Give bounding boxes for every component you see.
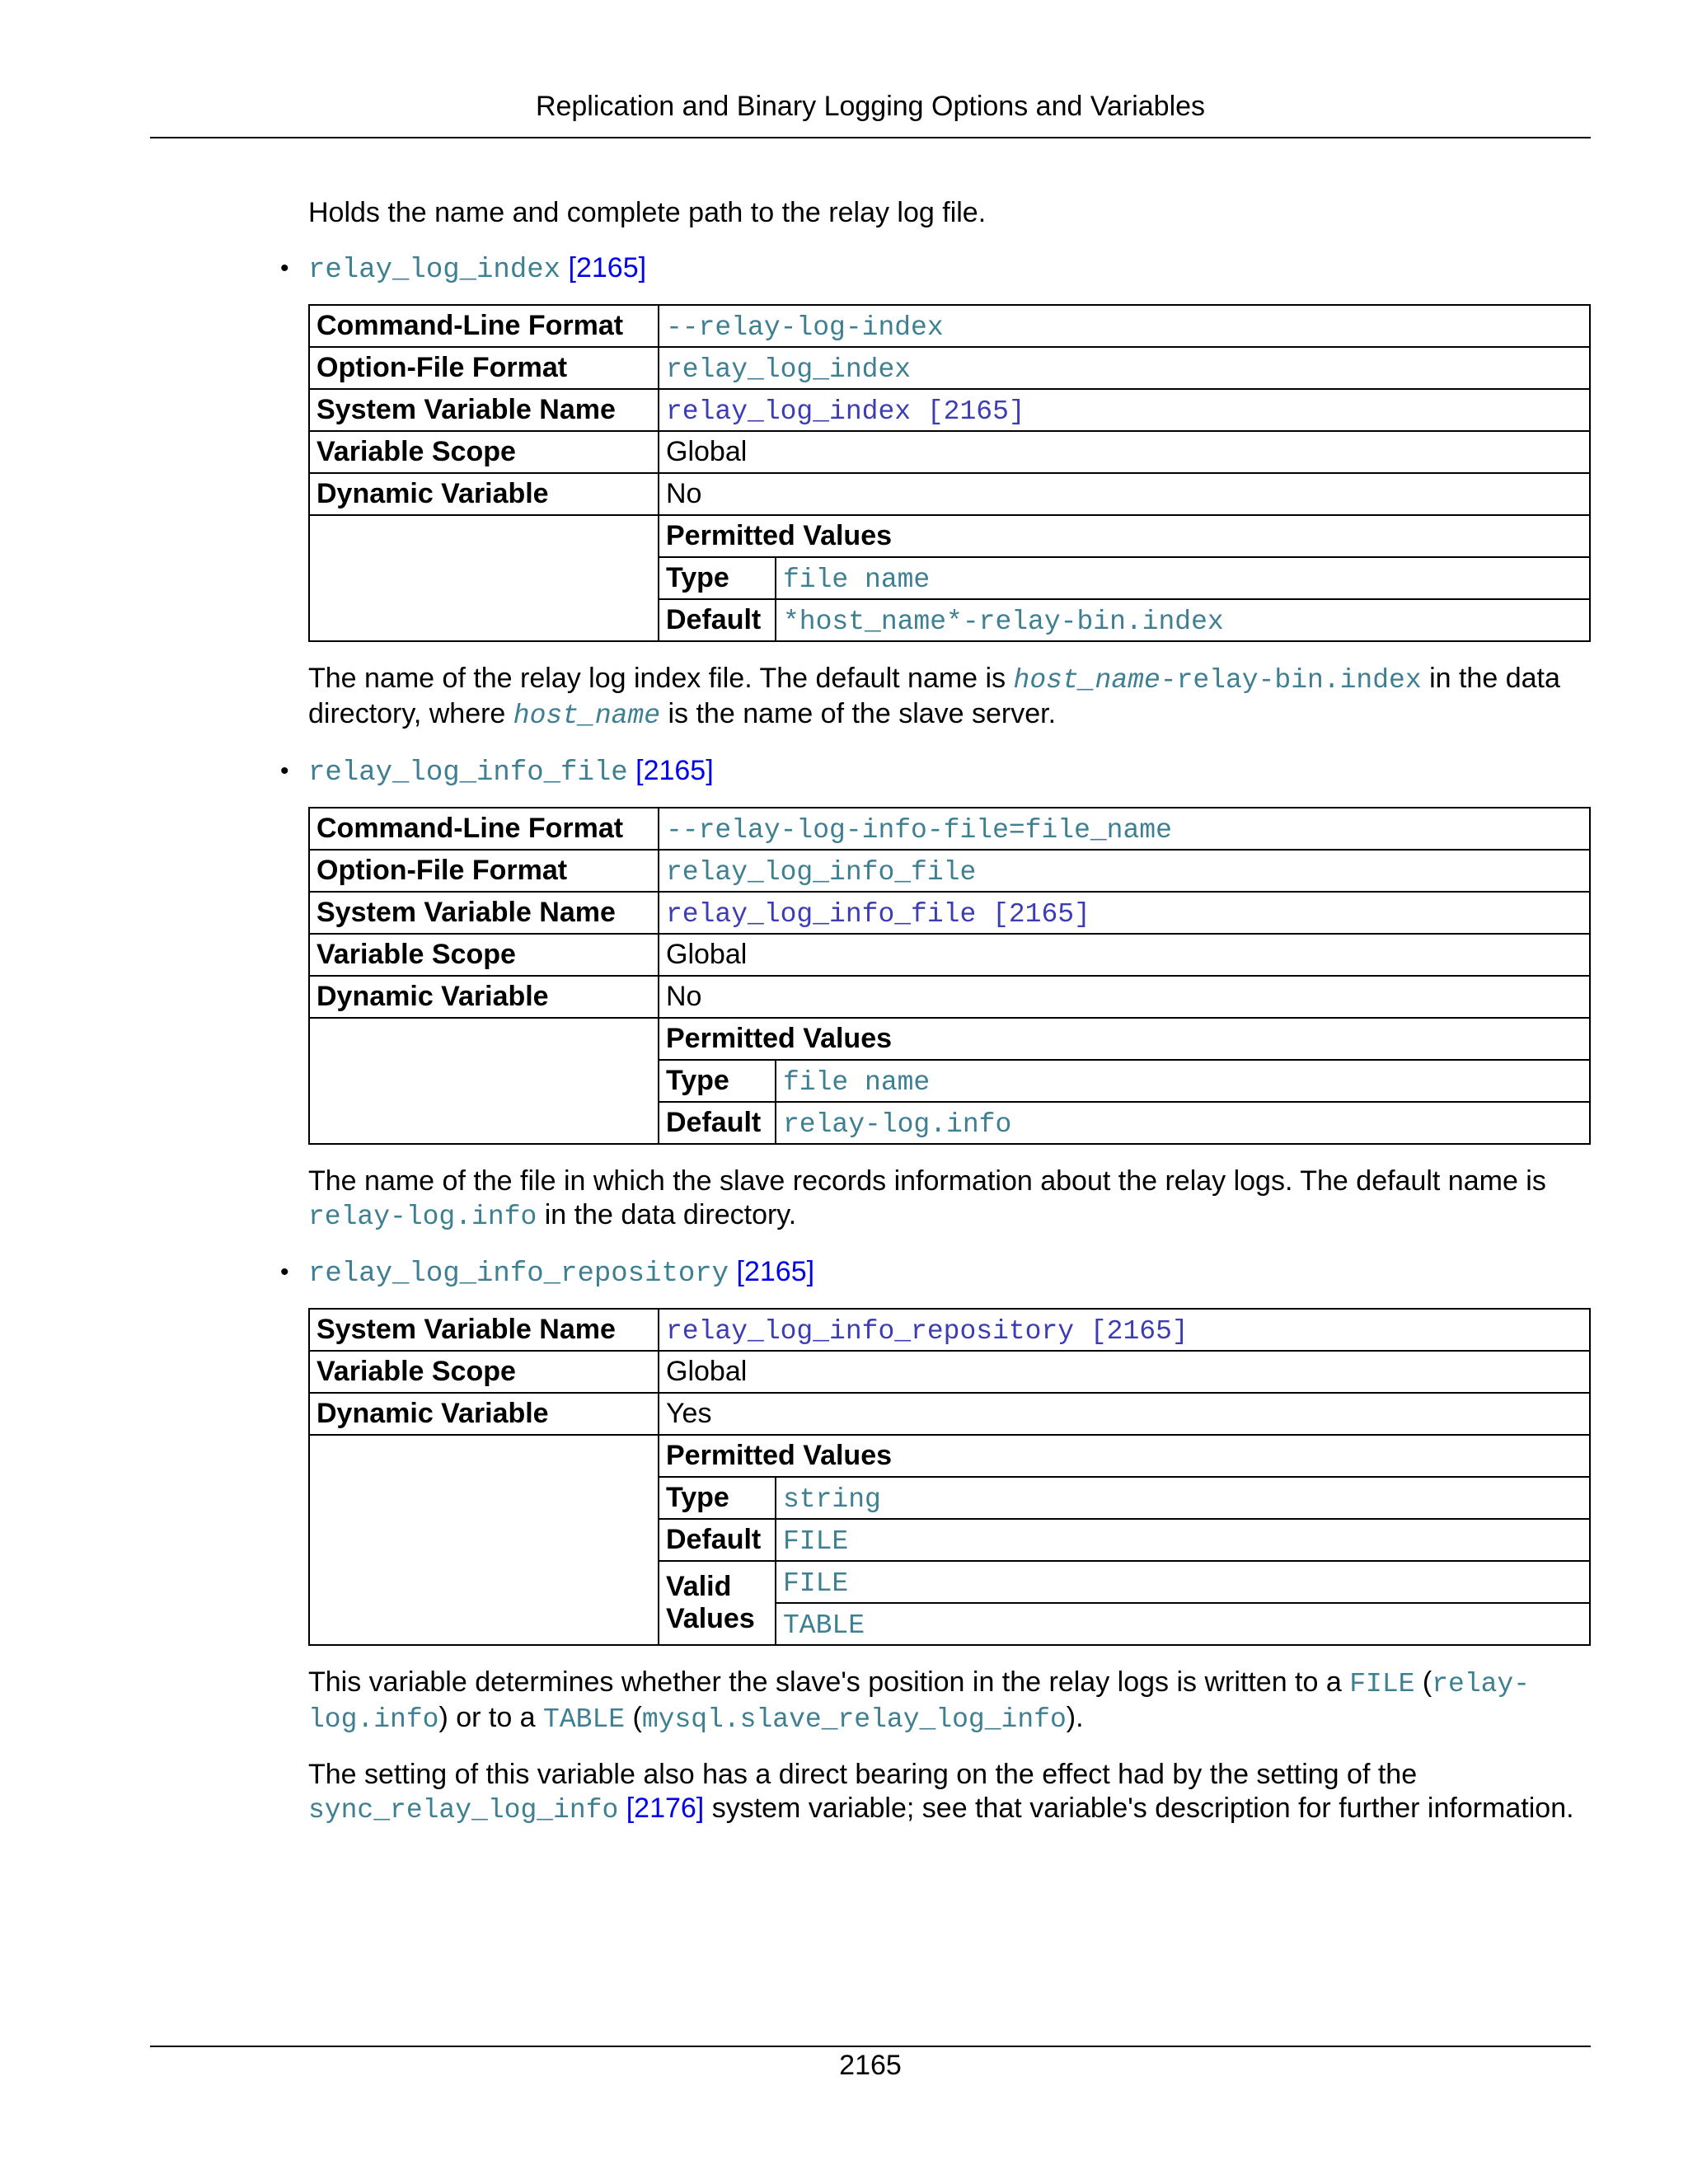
row-label: Dynamic Variable [309,976,659,1018]
valid-value [776,1603,1590,1645]
row-value: Global [659,1351,1590,1393]
permitted-label: Default [659,1102,776,1144]
row-label: Dynamic Variable [309,473,659,515]
permitted-values-heading: Permitted Values [659,1435,1590,1477]
desc-text: is the name of the slave server. [660,698,1057,729]
row-label: System Variable Name [309,892,659,934]
intro-paragraph: Holds the name and complete path to the relay log file. [308,197,987,228]
item-relay-log-index [280,251,1591,288]
desc-code: relay-log.info [308,1202,537,1232]
empty-cell [309,1018,659,1144]
permitted-value [776,557,1590,599]
row-label: System Variable Name [309,1309,659,1351]
variable-name[interactable]: relay_log_index [308,255,561,286]
page-ref-link[interactable]: [2165] [568,252,647,284]
variable-name[interactable]: relay_log_info_repository [308,1258,729,1290]
table-row [309,515,1590,557]
desc-code: TABLE [543,1704,626,1735]
permitted-value [776,599,1590,641]
item-relay-log-info-file [280,754,1591,790]
permitted-label: Type [659,1477,776,1519]
permitted-value-text: file name [783,1066,931,1098]
row-value-text: relay_log_index [666,354,912,385]
desc-text: The name of the relay log index file. The default name is [308,663,1014,694]
empty-cell [309,1435,659,1645]
permitted-values-heading: Permitted Values [659,1018,1590,1060]
row-value [659,389,1590,431]
footer-rule [150,2046,1591,2047]
permitted-value [776,1519,1590,1561]
desc-code: mysql.slave_relay_log_info [641,1704,1067,1735]
table-row [309,1435,1590,1477]
permitted-value [776,1102,1590,1144]
row-label: Variable Scope [309,431,659,473]
permitted-label: Type [659,557,776,599]
header-rule [150,137,1591,138]
permitted-values-heading: Permitted Values [659,515,1590,557]
row-value [659,347,1590,389]
row-value [659,305,1590,347]
row-value-text: relay_log_info_file [666,856,977,888]
table-row [309,808,1590,850]
permitted-label: Default [659,1519,776,1561]
table-row [309,1351,1590,1393]
row-value-link[interactable]: relay_log_info_file [2165] [666,898,1090,930]
valid-values-label: Valid Values [659,1561,776,1645]
row-value [659,1309,1590,1351]
row-value: Global [659,934,1590,976]
desc-text: ). [1066,1702,1084,1733]
permitted-value-text: string [783,1483,881,1515]
table-row [309,850,1590,892]
permitted-value-text: file name [783,564,931,595]
row-value-text: --relay-log-index [666,312,944,343]
row-label: Command-Line Format [309,808,659,850]
desc-code: host_name [1013,665,1160,696]
empty-cell [309,515,659,641]
desc-code: host_name [513,701,661,731]
desc-code: -relay-bin.index [1160,665,1422,696]
table-row [309,389,1590,431]
table-row [309,934,1590,976]
row-value-link[interactable]: relay_log_info_repository [2165] [666,1315,1189,1347]
permitted-value-text: relay-log.info [783,1108,1012,1140]
desc-text: system variable; see that variable's description for further information. [704,1793,1574,1824]
item-description-2 [308,1758,1591,1827]
variable-name[interactable]: relay_log_info_file [308,757,628,789]
page-header: Replication and Binary Logging Options and Variables [535,91,1206,122]
row-label: Variable Scope [309,934,659,976]
row-value: Yes [659,1393,1590,1435]
page-ref-link[interactable]: [2176] [626,1793,705,1824]
desc-text: ) or to a [438,1702,544,1733]
table-row [309,892,1590,934]
row-value: Global [659,431,1590,473]
bullet-icon: • [280,1258,289,1286]
row-label: Dynamic Variable [309,1393,659,1435]
permitted-value-text: *host_name*-relay-bin.index [783,606,1224,637]
table-row [309,431,1590,473]
page-ref-link[interactable]: [2165] [736,1256,815,1287]
page-content [280,196,1591,1827]
row-value [659,808,1590,850]
row-value: No [659,473,1590,515]
variable-table [308,304,1591,642]
variable-table [308,1308,1591,1646]
desc-text: ( [625,1702,642,1733]
desc-code[interactable]: sync_relay_log_info [308,1795,619,1825]
desc-code: relay-log.info [308,1669,1531,1735]
desc-text: in the data directory, where [308,663,1560,729]
row-value [659,892,1590,934]
permitted-value [776,1060,1590,1102]
desc-text: This variable determines whether the slave's position in the relay logs is written to a [308,1666,1350,1698]
table-row [309,1393,1590,1435]
desc-text: ( [1414,1666,1432,1698]
table-row [309,305,1590,347]
permitted-label: Default [659,599,776,641]
item-relay-log-info-repository [280,1255,1591,1291]
row-value-text: --relay-log-info-file=file_name [666,814,1172,846]
table-row [309,976,1590,1018]
row-label: Command-Line Format [309,305,659,347]
item-description [308,1165,1591,1234]
row-label: Option-File Format [309,850,659,892]
item-description [308,662,1591,733]
variable-table [308,807,1591,1145]
bullet-icon: • [280,255,289,282]
desc-code: FILE [1349,1669,1415,1699]
bullet-icon: • [280,757,289,785]
row-label: Option-File Format [309,347,659,389]
permitted-value-text: FILE [783,1526,849,1557]
desc-text: The setting of this variable also has a direct bearing on the effect had by the setting of the [308,1759,1418,1790]
row-value-link[interactable]: relay_log_index [2165] [666,396,1025,427]
table-row [309,1309,1590,1351]
row-label: Variable Scope [309,1351,659,1393]
row-value: No [659,976,1590,1018]
table-row [309,473,1590,515]
table-row [309,1018,1590,1060]
page-number: 2165 [839,2050,902,2081]
valid-value [776,1561,1590,1603]
row-label: System Variable Name [309,389,659,431]
permitted-value [776,1477,1590,1519]
permitted-label: Type [659,1060,776,1102]
table-row [309,347,1590,389]
page-ref-link[interactable]: [2165] [635,755,714,786]
desc-text: in the data directory. [537,1199,797,1230]
row-value [659,850,1590,892]
valid-value-text: FILE [783,1568,849,1599]
item-description [308,1666,1591,1736]
valid-value-text: TABLE [783,1610,865,1641]
desc-text: The name of the file in which the slave records information about the relay logs. The default name is [308,1165,1546,1197]
